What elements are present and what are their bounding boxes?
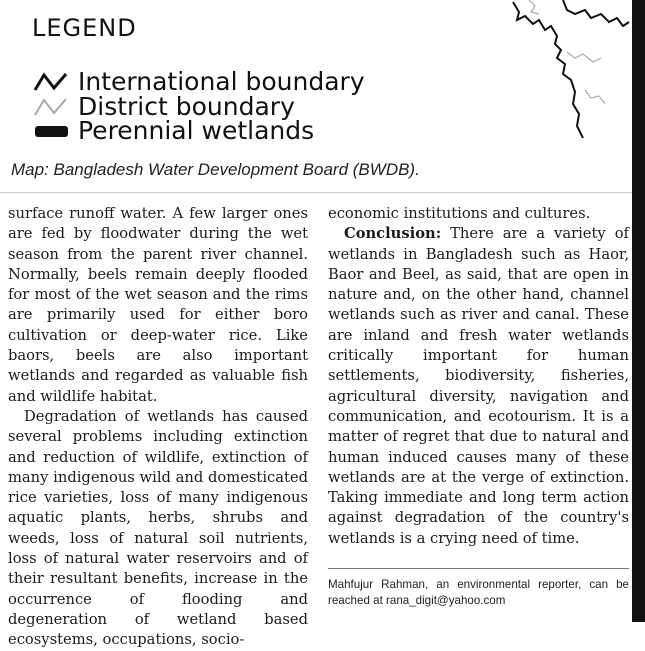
map-legend	[32, 14, 492, 145]
article-column-right	[328, 204, 629, 549]
conclusion-paragraph	[328, 224, 629, 549]
author-note: Mahfujur Rahman, an environmental reporter, can be reached at rana_digit@yahoo.com	[328, 578, 629, 607]
legend-item-perennial-wetlands	[32, 118, 314, 144]
conclusion-label: Conclusion:	[344, 225, 442, 243]
legend-item-label: Perennial wetlands	[78, 116, 315, 145]
article-paragraph: economic institutions and cultures.	[328, 205, 591, 222]
page-edge-strip	[632, 0, 645, 622]
international-boundary-icon	[32, 70, 72, 94]
legend-title: LEGEND	[32, 14, 137, 42]
legend-item-label: International boundary	[78, 67, 365, 96]
legend-item-label: District boundary	[78, 92, 295, 121]
map-caption: Map: Bangladesh Water Development Board (BWDB).	[11, 160, 420, 179]
article-paragraph: Degradation of wetlands has caused several problems including extinction and reduction of wildlife, extinction of many indigenous wild and domesticated rice varieties, loss of many indigenous aquatic plants, herbs, shrubs and weeds, loss of natural soil nutrients, loss of natural water reservoirs and of their resultant benefits, increase in the occurrence of flooding and degeneration of wetland based ecosystems, occupations, socio-	[8, 407, 308, 649]
article-paragraph: surface runoff water. A few larger ones are fed by floodwater during the wet season from the parent river channel. Normally, beels remain deeply flooded for most of the wet season and the rims are primarily used for either boro cultivation or deep-water rice. Like baors, beels are also important wetlands and regarded as valuable fish and wildlife habitat.	[8, 205, 308, 405]
district-boundary-icon	[32, 95, 72, 119]
section-divider	[0, 192, 632, 193]
map-boundary-outline	[505, 0, 631, 140]
perennial-wetlands-icon	[32, 119, 72, 143]
article-column-left	[8, 204, 308, 651]
author-divider	[328, 568, 629, 569]
conclusion-text: There are a variety of wetlands in Bangladesh such as Haor, Baor and Beel, as said, that are open in nature and, on the other hand, channel wetlands such as river and canal. These are inland and fresh water wetlands critically important for human settlements, biodiversity, fisheries, agricultural diversity, navigation and communication, and ecotourism. It is a matter of regret that due to natural and human induced causes many of these wetlands are at the verge of extinction. Taking immediate and long term action against degradation of the country's wetlands is a crying need of time.	[328, 225, 629, 547]
